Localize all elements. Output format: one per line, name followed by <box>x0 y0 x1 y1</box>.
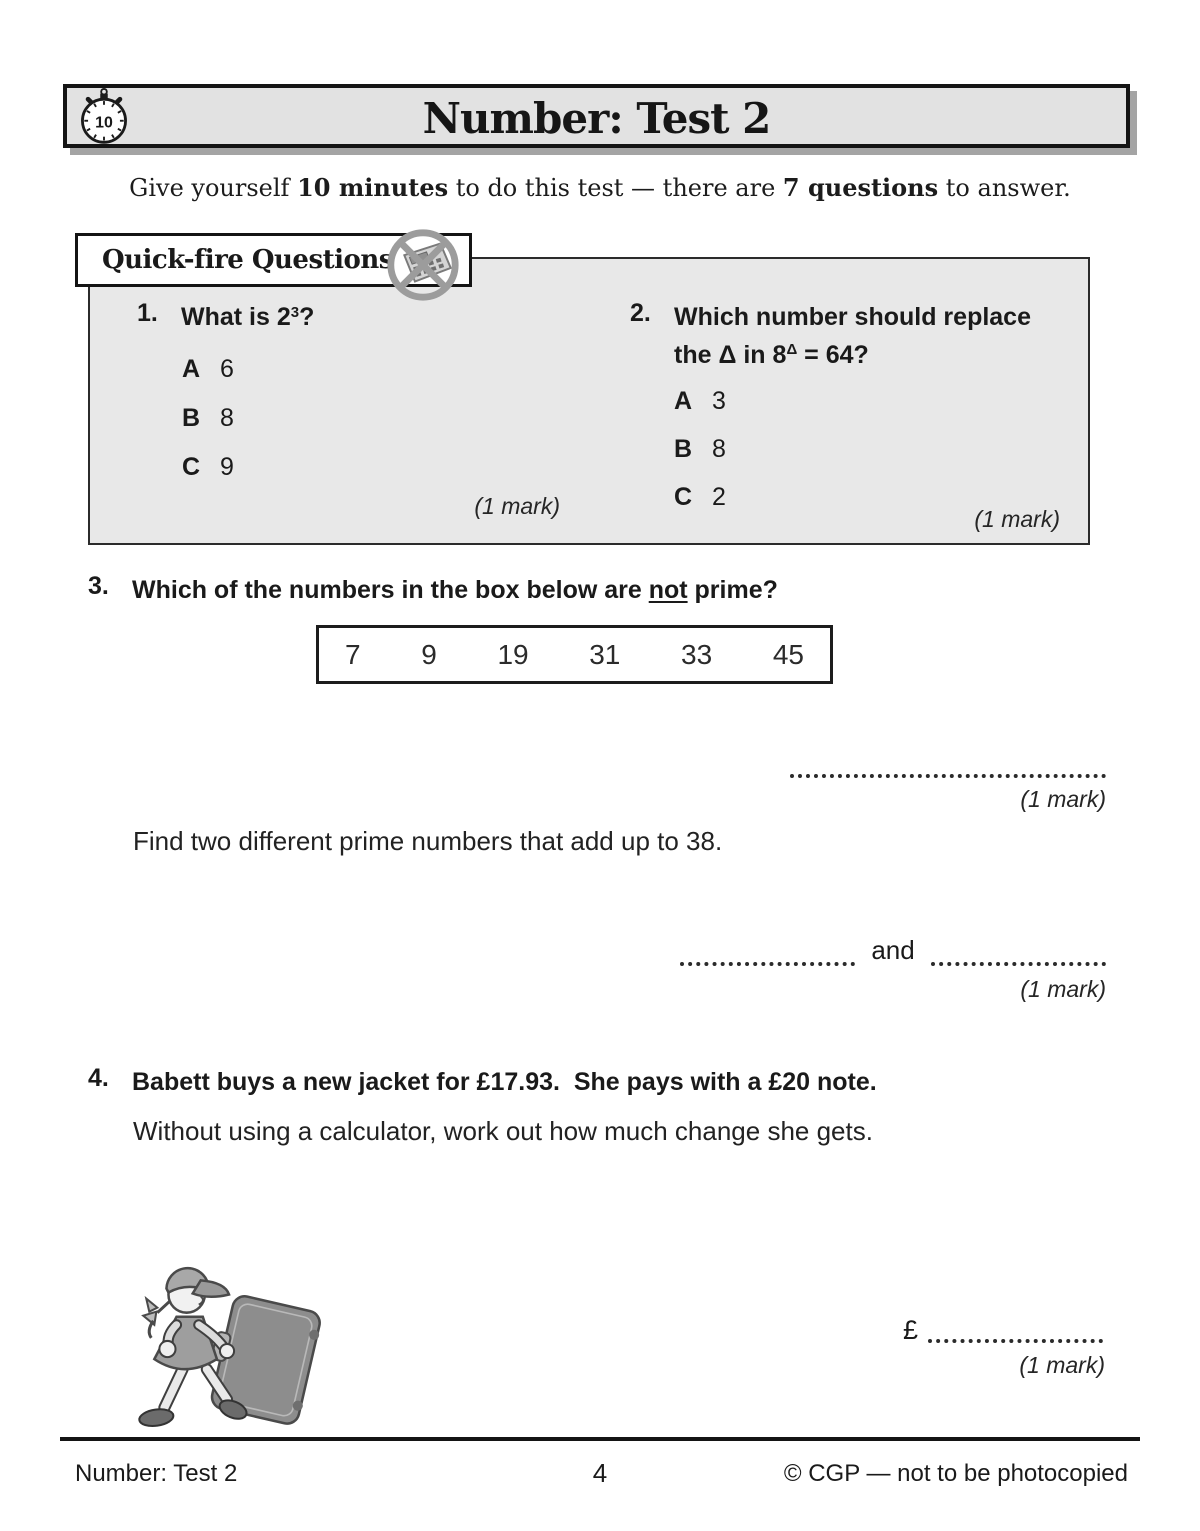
option-value: 3 <box>712 387 726 415</box>
currency-symbol: £ <box>903 1315 919 1345</box>
option-value: 8 <box>220 404 234 432</box>
question-4-subtext: Without using a calculator, work out how much change she gets. <box>133 1116 873 1146</box>
stopwatch-icon <box>74 87 134 152</box>
option-value: 8 <box>712 435 726 463</box>
svg-text:10: 10 <box>95 114 113 132</box>
question-text: What is $2^3$? <box>181 303 315 331</box>
option-row <box>182 355 234 384</box>
footer-test-name: Number: Test 2 <box>75 1460 238 1487</box>
option-letter: B <box>674 435 693 463</box>
option-letter: A <box>674 387 693 415</box>
instruction-text: Give yourself <box>129 174 298 202</box>
answer-line-pair <box>680 935 1106 966</box>
box-number: 9 <box>421 638 437 670</box>
question-text: Which number should replace the Δ in $8^\Delta = 64$? <box>674 303 1031 369</box>
option-row <box>674 435 726 464</box>
question-3-title <box>88 572 778 610</box>
option-letter: B <box>182 404 201 432</box>
answer-line <box>931 942 1106 966</box>
instruction-text: to do this test — there are <box>448 174 783 202</box>
question-2-title <box>630 299 1050 374</box>
box-number: 33 <box>681 638 713 670</box>
page-title: Number: Test 2 <box>422 94 771 143</box>
number-box <box>316 625 833 684</box>
box-number: 45 <box>772 638 804 670</box>
question-number: 4. <box>88 1064 109 1092</box>
footer-page-number: 4 <box>592 1458 608 1488</box>
mark-label: (1 mark) <box>974 506 1060 532</box>
mark-label: (1 mark) <box>1019 1352 1105 1378</box>
box-number: 7 <box>345 638 361 670</box>
instruction-text: to answer. <box>938 174 1071 202</box>
exponent: 3 <box>290 303 300 321</box>
no-calculator-icon <box>384 226 462 309</box>
question-text: Which of the numbers in the box below are not prime? <box>132 576 778 604</box>
option-row <box>674 483 726 512</box>
mark-label: (1 mark) <box>474 493 560 519</box>
question-text: Babett buys a new jacket for £17.93. She pays with a £20 note. <box>132 1068 877 1096</box>
question-number: 3. <box>88 572 109 600</box>
option-row <box>182 453 234 482</box>
footer-rule <box>60 1437 1140 1441</box>
box-number: 19 <box>497 638 529 670</box>
question-number: 2. <box>630 299 651 327</box>
question-3b-text: Find two different prime numbers that add up to 38. <box>133 826 723 856</box>
instruction-bold-questions: 7 questions <box>782 173 939 202</box>
answer-line <box>790 752 1106 778</box>
instruction-line <box>0 173 1200 202</box>
answer-line <box>928 1317 1103 1343</box>
and-label: and <box>871 935 915 965</box>
option-value: 2 <box>712 483 726 511</box>
option-value: 9 <box>220 453 234 481</box>
instruction-bold-minutes: 10 minutes <box>297 173 449 202</box>
question-4-title <box>88 1064 877 1102</box>
quick-fire-panel <box>88 257 1090 545</box>
option-letter: C <box>674 483 693 511</box>
quick-fire-label: Quick-fire Questions <box>75 233 472 287</box>
option-row <box>674 387 726 416</box>
exponent: Δ <box>786 341 798 359</box>
question-number: 1. <box>137 299 158 327</box>
walking-girl-illustration <box>120 1256 332 1443</box>
mark-label: (1 mark) <box>1020 786 1106 812</box>
question-1-title <box>137 299 314 337</box>
box-number: 31 <box>589 638 621 670</box>
answer-line <box>680 942 855 966</box>
currency-answer-line <box>903 1314 1103 1346</box>
option-value: 6 <box>220 355 234 383</box>
footer-copyright: © CGP — not to be photocopied <box>783 1460 1128 1487</box>
option-letter: C <box>182 453 201 481</box>
mark-label: (1 mark) <box>1020 976 1106 1002</box>
underlined-word: not <box>648 576 688 604</box>
option-row <box>182 404 234 433</box>
option-letter: A <box>182 355 201 383</box>
